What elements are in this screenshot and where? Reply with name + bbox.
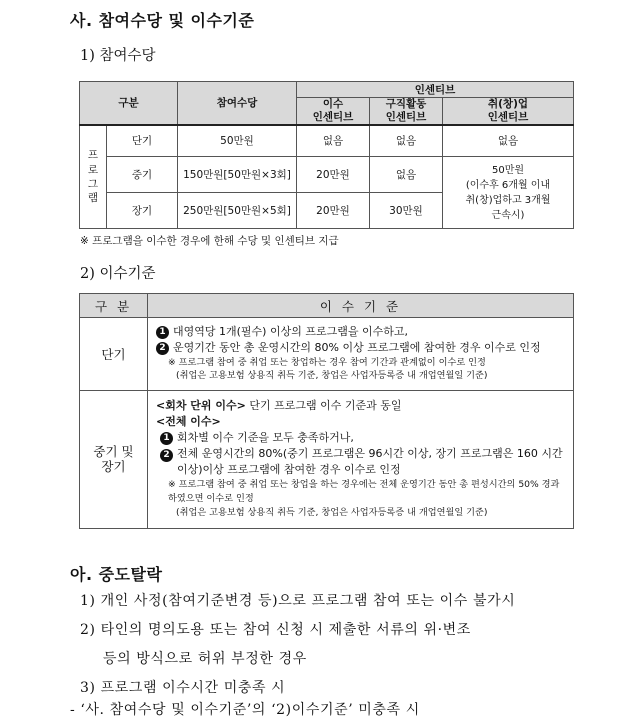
criteria-line: 2 운영기간 동안 총 운영시간의 80% 이상 프로그램에 참여한 경우 이수로 인정 bbox=[156, 340, 565, 356]
header-jobsearch-incentive: 구직활동 인센티브 bbox=[370, 98, 443, 125]
bullet-two-icon: 2 bbox=[160, 449, 173, 462]
header-employment-incentive: 취(창)업 인센티브 bbox=[443, 98, 574, 125]
list-item: 3) 프로그램 이수시간 미충족 시 bbox=[80, 680, 286, 696]
header-criteria: 이 수 기 준 bbox=[148, 294, 574, 318]
criteria-line: 1 회차별 이수 기준을 모두 충족하거나, bbox=[156, 430, 565, 446]
row-allowance: 150만원[50만원×3회] bbox=[178, 157, 297, 193]
section-title: 아. 중도탈락 bbox=[70, 565, 163, 584]
row-inc1: 20만원 bbox=[297, 157, 370, 193]
list-item: 1) 개인 사정(참여기준변경 등)으로 프로그램 참여 또는 이수 불가시 bbox=[80, 593, 516, 609]
short-term-criteria bbox=[148, 318, 574, 391]
row-type: 단기 bbox=[107, 125, 178, 157]
section-title: 사. 참여수당 및 이수기준 bbox=[70, 11, 255, 30]
program-label: 프 로 그 램 bbox=[80, 125, 107, 229]
row-inc1: 20만원 bbox=[297, 193, 370, 229]
mid-long-term-label: 중기 및 장기 bbox=[80, 391, 148, 529]
list-item: 2) 타인의 명의도용 또는 참여 신청 시 제출한 서류의 위·변조 bbox=[80, 622, 471, 638]
allowance-table bbox=[79, 81, 574, 229]
bullet-one-icon: 1 bbox=[160, 432, 173, 445]
list-item: - ‘사. 참여수당 및 이수기준’의 ‘2)이수기준’ 미충족 시 bbox=[70, 702, 420, 718]
row-inc1: 없음 bbox=[297, 125, 370, 157]
allowance-note: ※ 프로그램을 이수한 경우에 한해 수당 및 인센티브 지급 bbox=[80, 235, 339, 247]
criteria-line: 1 대영역당 1개(필수) 이상의 프로그램을 이수하고, bbox=[156, 324, 565, 340]
mid-long-term-criteria bbox=[148, 391, 574, 529]
criteria-note: ※ 프로그램 참여 중 취업 또는 창업을 하는 경우에는 전체 운영기간 동안 총 편성시간의 50% 경과하였으면 이수로 인정 bbox=[168, 479, 560, 504]
row-inc2: 없음 bbox=[370, 157, 443, 193]
header-allowance: 참여수당 bbox=[178, 82, 297, 125]
header-incentive: 인센티브 bbox=[297, 82, 574, 98]
row-inc2: 없음 bbox=[370, 125, 443, 157]
subsection-title-criteria: 2) 이수기준 bbox=[80, 266, 156, 282]
merged-employment-incentive: 50만원 (이수후 6개월 이내 취(창)업하고 3개월 근속시) bbox=[443, 157, 574, 229]
row-type: 장기 bbox=[107, 193, 178, 229]
criteria-note: ※ 프로그램 참여 중 취업 또는 창업하는 경우 참여 기간과 관계없이 이수로 인정 bbox=[168, 356, 486, 368]
subsection-title-allowance: 1) 참여수당 bbox=[80, 48, 156, 64]
list-item: 등의 방식으로 허위 부정한 경우 bbox=[103, 651, 307, 667]
row-allowance: 250만원[50만원×5회] bbox=[178, 193, 297, 229]
bullet-two-icon: 2 bbox=[156, 342, 169, 355]
criteria-table bbox=[79, 293, 574, 529]
criteria-note: (취업은 고용보험 상용직 취득 기준, 창업은 사업자등록증 내 개업연월일 기준) bbox=[176, 370, 488, 382]
header-category: 구 분 bbox=[80, 294, 148, 318]
row-type: 중기 bbox=[107, 157, 178, 193]
criteria-line: <회차 단위 이수> 단기 프로그램 이수 기준과 동일 bbox=[156, 399, 402, 413]
criteria-line: 2 전체 운영시간의 80%(중기 프로그램은 96시간 이상, 장기 프로그램은 160 시간 이상)이상 프로그램에 참여한 경우 이수로 인정 bbox=[156, 446, 565, 478]
bullet-one-icon: 1 bbox=[156, 326, 169, 339]
criteria-line: <전체 이수> bbox=[156, 415, 221, 429]
header-completion-incentive: 이수 인센티브 bbox=[297, 98, 370, 125]
row-inc3: 없음 bbox=[443, 125, 574, 157]
row-inc2: 30만원 bbox=[370, 193, 443, 229]
criteria-note: (취업은 고용보험 상용직 취득 기준, 창업은 사업자등록증 내 개업연월일 기준) bbox=[176, 506, 488, 518]
header-category: 구분 bbox=[80, 82, 178, 125]
short-term-label: 단기 bbox=[80, 318, 148, 391]
row-allowance: 50만원 bbox=[178, 125, 297, 157]
